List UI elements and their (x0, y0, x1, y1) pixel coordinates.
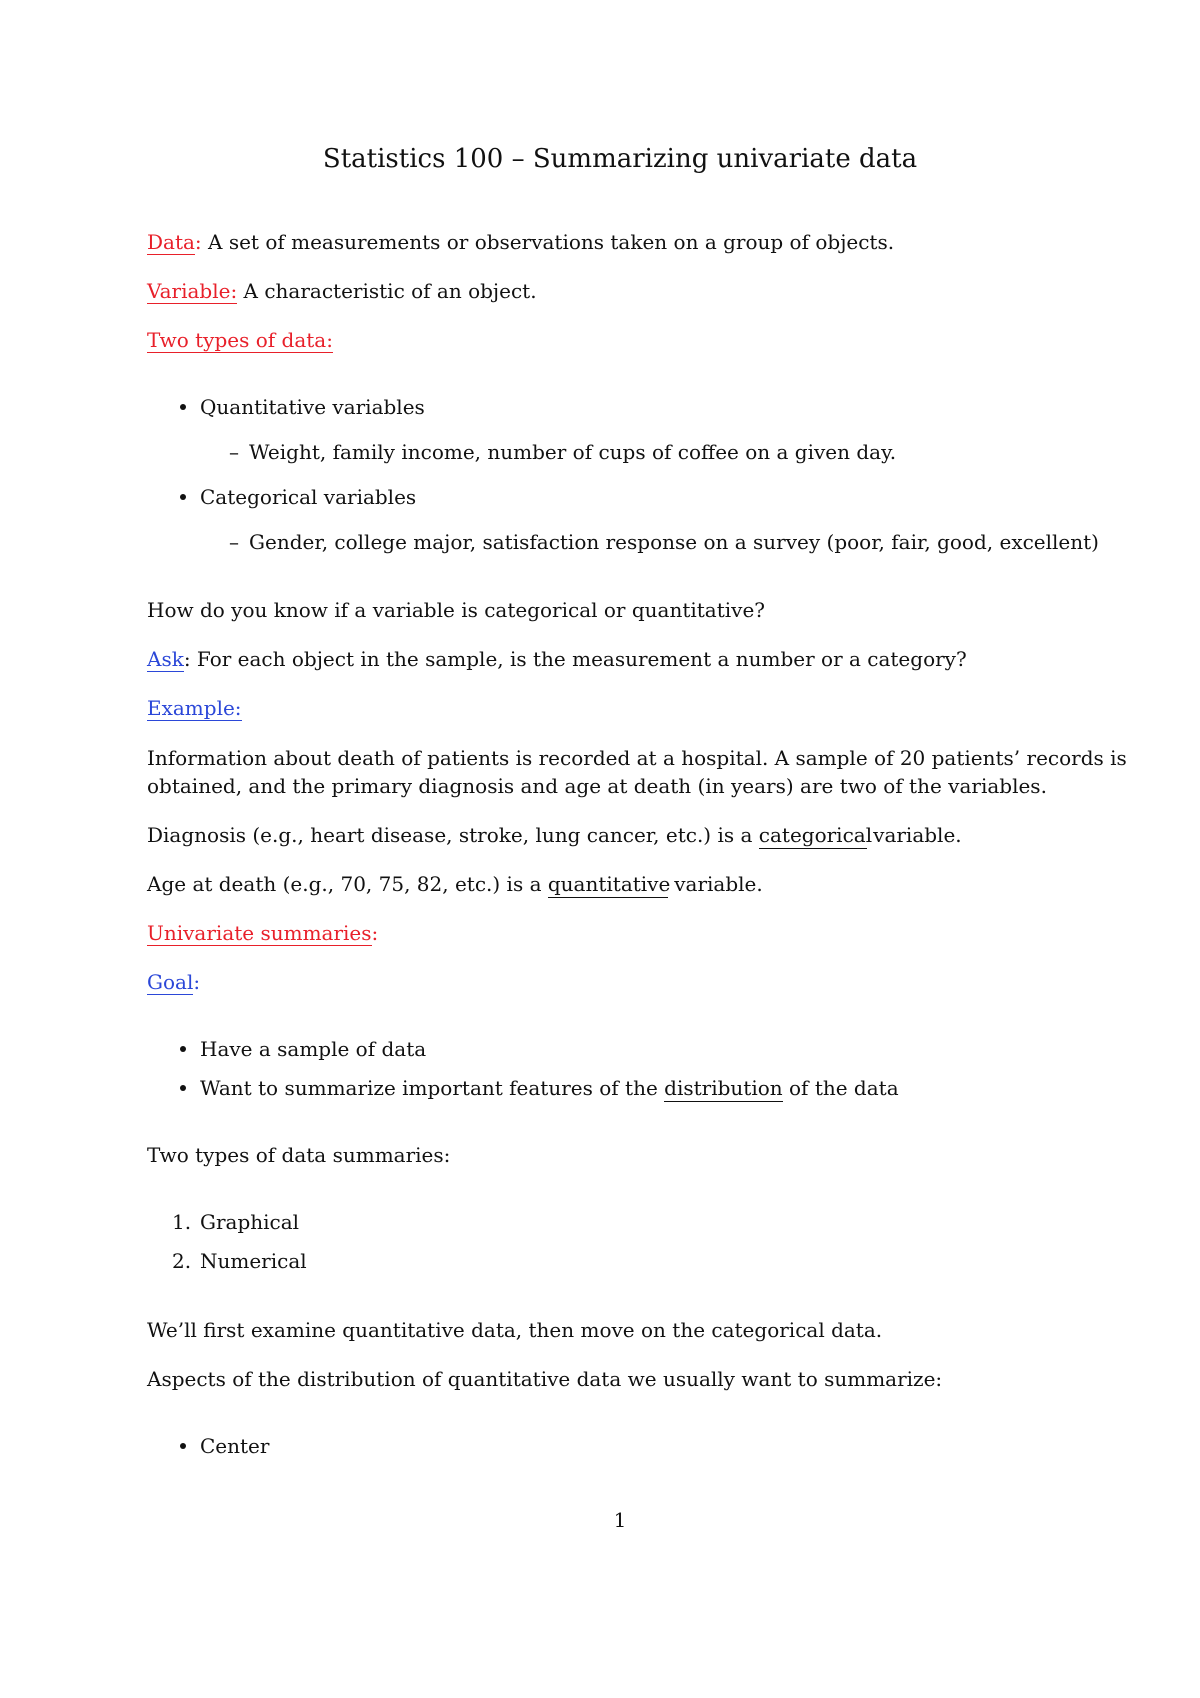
example-heading-text: Example: (147, 696, 242, 720)
bullet-icon (180, 404, 186, 410)
item-number: 1. (172, 1210, 192, 1234)
sub-list-item (229, 438, 896, 466)
goal-term: Goal (147, 970, 194, 994)
list-item (180, 483, 416, 511)
ask-term: Ask (147, 647, 184, 671)
diagnosis-text-end: variable. (866, 823, 962, 847)
bullet-icon (180, 494, 186, 500)
bullet-icon (180, 1085, 186, 1091)
example-heading (147, 694, 242, 722)
fill-in-blank: categorical (758, 823, 873, 847)
data-definition (147, 228, 894, 256)
item-number: 2. (172, 1249, 192, 1273)
age-text: Age at death (e.g., 70, 75, 82, etc.) is a (147, 872, 548, 896)
summaries-heading: Two types of data summaries: (147, 1143, 451, 1167)
bullet-icon (180, 1046, 186, 1052)
example-paragraph-line-2: obtained, and the primary diagnosis and age at death (in years) are two of the variables. (147, 774, 1047, 798)
univariate-colon: : (371, 921, 379, 945)
diagnosis-sentence (147, 821, 962, 849)
dash-icon: – (229, 440, 239, 464)
fill-in-blank: quantitative (547, 872, 671, 896)
goal-heading (147, 968, 200, 996)
variable-term: Variable: (147, 279, 238, 303)
variable-definition (147, 277, 537, 305)
goal-colon: : (193, 970, 201, 994)
numbered-item-label: Graphical (200, 1210, 300, 1234)
two-types-heading (147, 326, 333, 354)
list-item (180, 1432, 269, 1460)
ask-paragraph (147, 645, 967, 673)
age-text-end: variable. (667, 872, 763, 896)
sub-list-item-text: Gender, college major, satisfaction response on a survey (poor, fair, good, excellent) (249, 530, 1099, 554)
sub-list-item (229, 528, 1099, 556)
aspects-text: Aspects of the distribution of quantitative data we usually want to summarize: (147, 1367, 943, 1391)
numbered-item-label: Numerical (200, 1249, 307, 1273)
bullet-icon (180, 1443, 186, 1449)
list-item-label: Have a sample of data (200, 1037, 427, 1061)
data-term-colon: : (194, 230, 202, 254)
list-item-label: Center (200, 1434, 270, 1458)
univariate-heading-text: Univariate summaries (147, 921, 372, 945)
underlined-word: distribution (664, 1076, 783, 1100)
list-item (180, 1035, 426, 1063)
list-item-label-end: of the data (782, 1076, 899, 1100)
list-item-label: Categorical variables (200, 485, 417, 509)
univariate-heading (147, 919, 378, 947)
example-paragraph-line-1: Information about death of patients is recorded at a hospital. A sample of 20 patients’ records is (147, 746, 1127, 770)
numbered-item (172, 1208, 299, 1236)
dash-icon: – (229, 530, 239, 554)
diagnosis-text: Diagnosis (e.g., heart disease, stroke, lung cancer, etc.) is a (147, 823, 759, 847)
list-item-label: Quantitative variables (200, 395, 425, 419)
page-number: 1 (613, 1508, 627, 1532)
question-text: How do you know if a variable is categorical or quantitative? (147, 598, 766, 622)
data-term: Data (147, 230, 195, 254)
list-item (180, 1074, 899, 1102)
list-item (180, 393, 425, 421)
ask-text: : For each object in the sample, is the measurement a number or a category? (183, 647, 967, 671)
variable-definition-text: A characteristic of an object. (237, 279, 537, 303)
sub-list-item-text: Weight, family income, number of cups of coffee on a given day. (249, 440, 897, 464)
data-definition-text: A set of measurements or observations taken on a group of objects. (201, 230, 895, 254)
numbered-item (172, 1247, 307, 1275)
page-title: Statistics 100 – Summarizing univariate data (322, 144, 918, 174)
two-types-heading-text: Two types of data: (147, 328, 333, 352)
list-item-label: Want to summarize important features of the (200, 1076, 665, 1100)
age-sentence (147, 870, 763, 898)
first-examine-text: We’ll first examine quantitative data, then move on the categorical data. (147, 1318, 883, 1342)
